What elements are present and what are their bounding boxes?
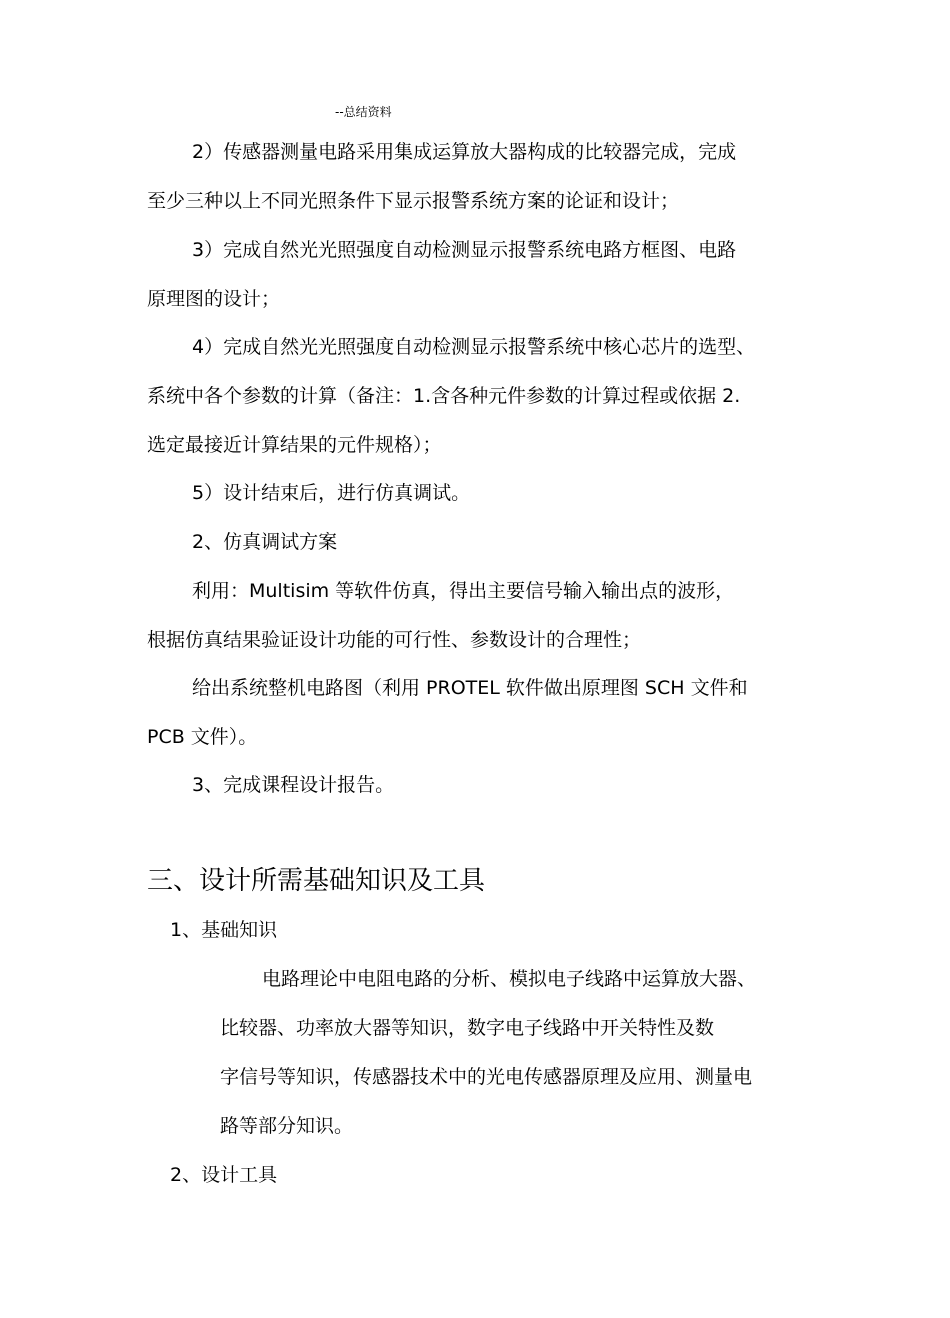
body-line: 字信号等知识，传感器技术中的光电传感器原理及应用、测量电 [220,1066,753,1088]
body-line: 路等部分知识。 [220,1115,354,1137]
body-line: 利用：Multisim 等软件仿真，得出主要信号输入输出点的波形， [192,580,735,602]
body-line: 给出系统整机电路图（利用 PROTEL 软件做出原理图 SCH 文件和 [192,677,748,699]
section-title: 三、设计所需基础知识及工具 [147,866,486,896]
body-line: 比较器、功率放大器等知识，数字电子线路中开关特性及数 [220,1017,715,1039]
body-line: 4）完成自然光光照强度自动检测显示报警系统中核心芯片的选型、 [192,336,756,358]
body-line: 原理图的设计； [147,288,281,310]
body-line: 根据仿真结果验证设计功能的可行性、参数设计的合理性； [147,629,642,651]
body-line: 3）完成自然光光照强度自动检测显示报警系统电路方框图、电路 [192,239,737,261]
body-line: 2）传感器测量电路采用集成运算放大器构成的比较器完成，完成 [192,141,737,163]
subsection-heading: 3、完成课程设计报告。 [192,774,395,796]
body-line: PCB 文件）。 [147,726,258,748]
body-line: 系统中各个参数的计算（备注：1.含各种元件参数的计算过程或依据 2. [147,385,741,407]
page-header-note: --总结资料 [335,105,392,119]
subsection-heading: 1、基础知识 [170,919,278,941]
body-line: 电路理论中电阻电路的分析、模拟电子线路中运算放大器、 [262,968,757,990]
body-line: 选定最接近计算结果的元件规格）； [147,434,442,456]
body-line: 至少三种以上不同光照条件下显示报警系统方案的论证和设计； [147,190,680,212]
subsection-heading: 2、设计工具 [170,1164,278,1186]
subsection-heading: 2、仿真调试方案 [192,531,338,553]
body-line: 5）设计结束后，进行仿真调试。 [192,482,471,504]
